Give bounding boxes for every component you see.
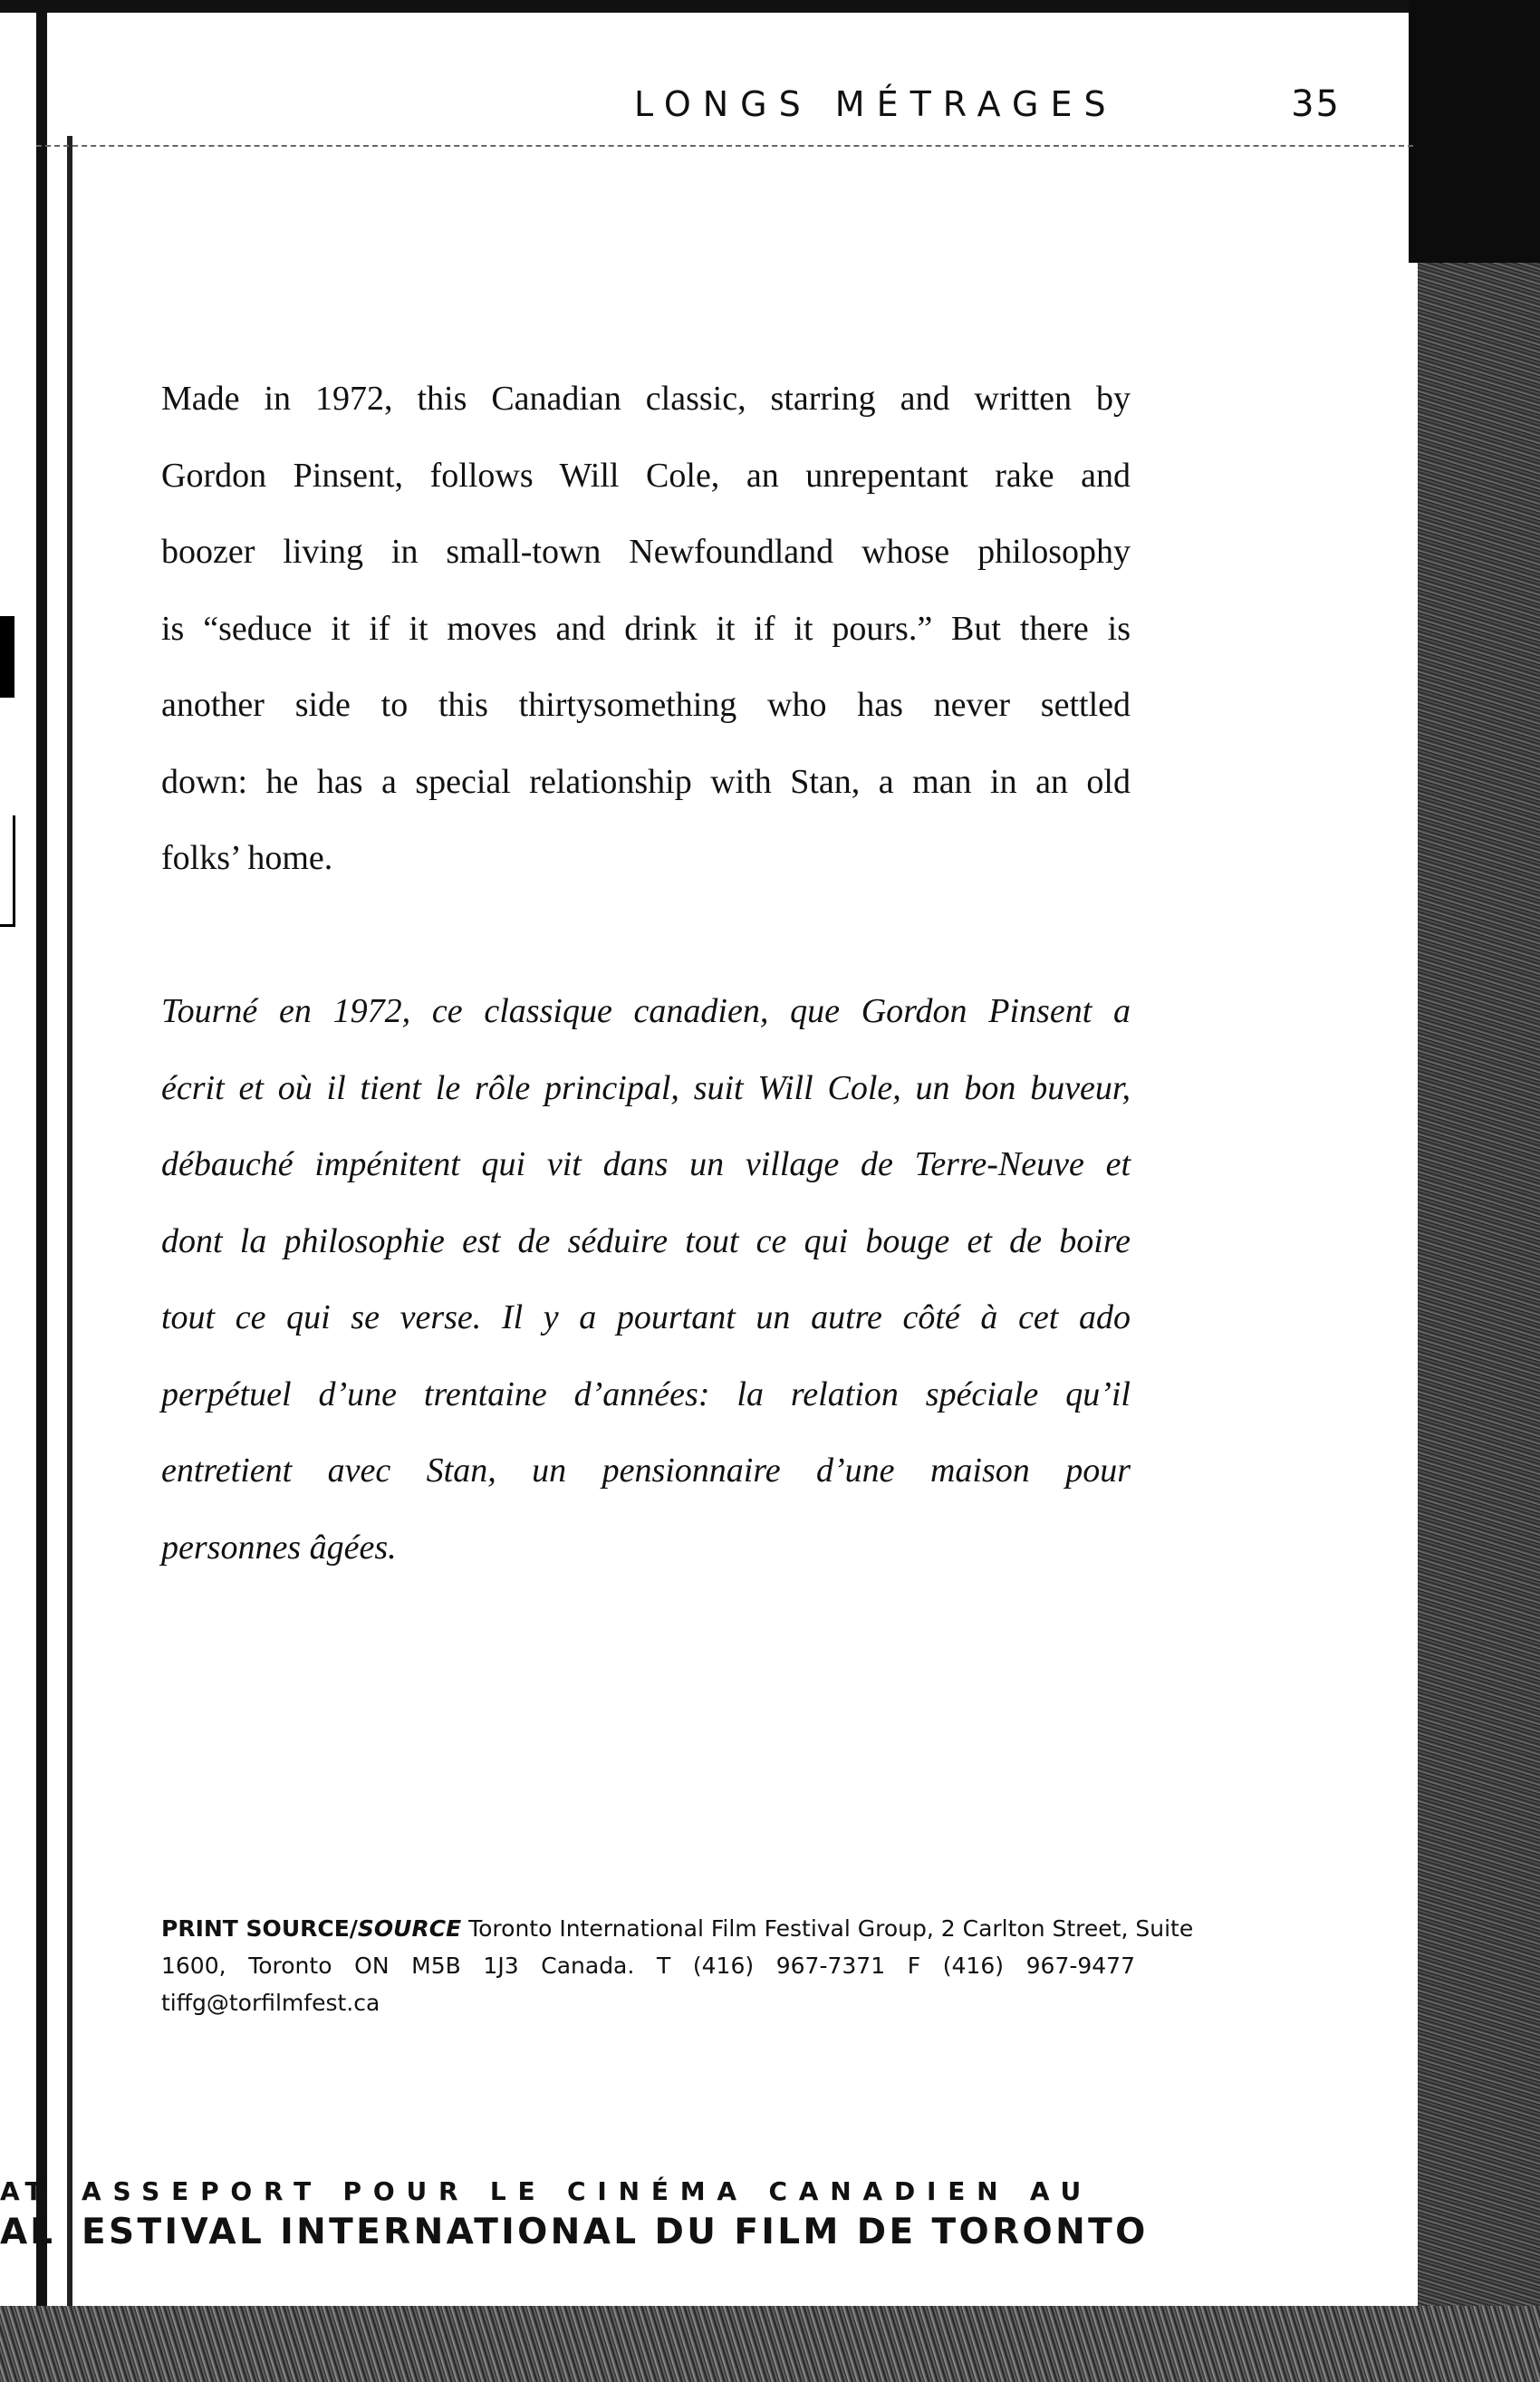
synopsis-line: another side to this thirtysomething who has never settled: [161, 686, 1131, 724]
banner-line-2: ESTIVAL INTERNATIONAL DU FILM DE TORONTO: [82, 2212, 1149, 2252]
scan-right-edge-dark: [1409, 0, 1540, 263]
scan-right-edge: [1418, 0, 1540, 2382]
synopsis-line: Gordon Pinsent, follows Will Cole, an unrepentant rake and: [161, 456, 1131, 495]
synopsis-line: down: he has a special relationship with Stan, a man in an old: [161, 762, 1131, 801]
banner-left-fragment: [0, 2176, 55, 2252]
synopsis-line: débauché impénitent qui vit dans un village de Terre-Neuve et: [161, 1145, 1131, 1183]
synopsis-line: dont la philosophie est de séduire tout ce qui bouge et de boire: [161, 1221, 1131, 1260]
synopsis-line: Tourné en 1972, ce classique canadien, que Gordon Pinsent a: [161, 992, 1131, 1030]
scan-top-edge: [0, 0, 1540, 13]
scan-bottom-edge: [0, 2306, 1540, 2382]
section-title: LONGS MÉTRAGES: [634, 84, 1118, 124]
banner-line-1: ASSEPORT POUR LE CINÉMA CANADIEN AU: [82, 2176, 1093, 2206]
binding-gutter-line: [36, 0, 47, 2306]
print-source-label-italic: SOURCE: [357, 1915, 462, 1942]
print-source-label: PRINT SOURCE/: [161, 1915, 358, 1942]
gutter-mark: [0, 616, 14, 698]
synopsis-line: is “seduce it if it moves and drink it if it pours.” But there is: [161, 609, 1131, 648]
running-header: [634, 83, 1341, 138]
synopsis-line: Made in 1972, this Canadian classic, starring and written by: [161, 380, 1131, 418]
synopsis-line: tout ce qui se verse. Il y a pourtant un autre côté à cet ado: [161, 1298, 1131, 1336]
banner-left-fragment-1: AT: [0, 2176, 50, 2206]
synopsis-french: [161, 973, 1131, 1586]
synopsis-line: perpétuel d’une trentaine d’années: la relation spéciale qu’il: [161, 1374, 1131, 1413]
synopsis-line: folks’ home.: [161, 839, 333, 877]
synopsis-line: écrit et où il tient le rôle principal, suit Will Cole, un bon buveur,: [161, 1068, 1131, 1107]
gutter-bracket: [0, 815, 15, 927]
synopsis-line: boozer living in small-town Newfoundland whose philosophy: [161, 533, 1131, 571]
header-rule: [36, 145, 1413, 147]
print-source-line: [161, 1910, 1194, 1947]
synopsis-line: personnes âgées.: [161, 1528, 397, 1567]
print-source-line: 1600, Toronto ON M5B 1J3 Canada. T (416) 967-7371 F (416) 967-9477: [161, 1953, 1135, 1979]
print-source-address: Toronto International Film Festival Group, 2 Carlton Street, Suite: [461, 1915, 1194, 1942]
banner-left-fragment-2: AL: [0, 2212, 56, 2252]
binding-gutter-line-inner: [67, 136, 72, 2306]
print-source-email: tiffg@torfilmfest.ca: [161, 1990, 380, 2016]
festival-banner: [82, 2176, 1149, 2252]
page-number: 35: [1291, 83, 1341, 125]
synopsis-english: [161, 361, 1131, 897]
synopsis-line: entretient avec Stan, un pensionnaire d’une maison pour: [161, 1451, 1131, 1490]
print-source: [161, 1910, 1194, 2021]
